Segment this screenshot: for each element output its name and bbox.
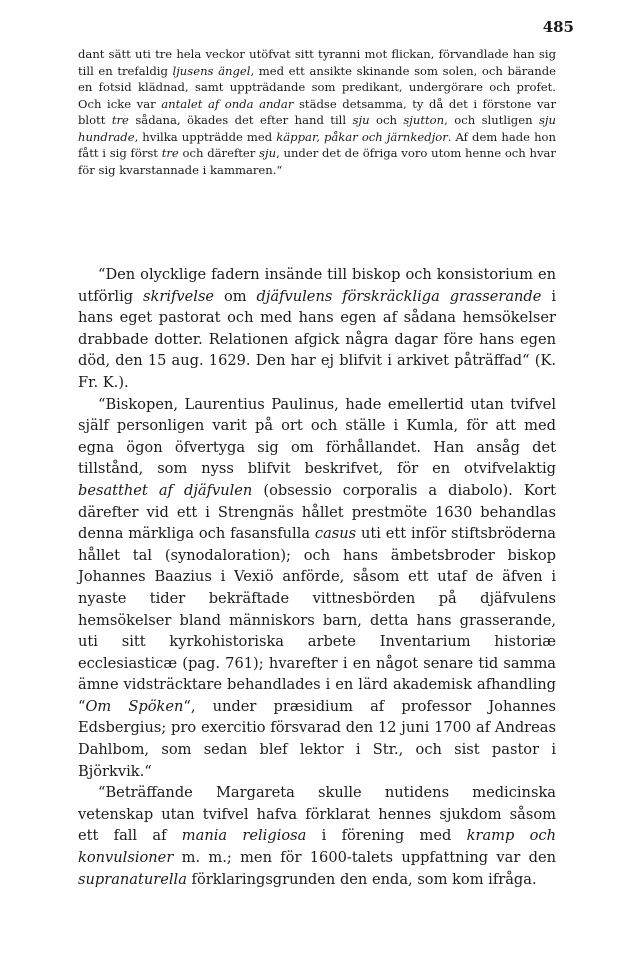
- paragraph-medical-view: “Beträffande Margareta skulle nutidens medicinska vetenskap utan tvifvel hafva förklarat hennes sjukdom såsom ett fall af mania religiosa i förening med kramp och konvulsioner m. m.; men för 1600-talets uppfattning var den supranaturella förklaringsgrunden den enda, som kom ifråga.: [78, 784, 556, 888]
- quoted-passage: [78, 46, 556, 178]
- body-text: [78, 264, 556, 890]
- quoted-paragraph: dant sätt uti tre hela veckor utöfvat sitt tyranni mot flickan, förvandlade han sig till en trefaldig ljusens ängel, med ett ansikte skinande som solen, och bärande en fotsid klädnad, samt uppträdande som predikant, undergörare och profet. Och icke var antalet af onda andar städse detsamma, ty då det i förstone var blott tre sådana, ökades det efter hand till sju och sjutton, och slutligen sju hundrade, hvilka uppträdde med käppar, påkar och järnkedjor. Af dem hade hon fått i sig först tre och därefter sju, under det de öfriga voro utom henne och hvar för sig kvarstannade i kammaren.“: [78, 47, 556, 177]
- paragraph-letter-to-bishop: “Den olycklige fadern insände till biskop och konsistorium en utförlig skrifvelse om djäfvulens förskräckliga grasserande i hans eget pastorat och med hans egen af sådana hemsökelser drabbade dotter. Relationen afgick några dagar före hans egen död, den 15 aug. 1629. Den har ej blifvit i arkivet påträffad“ (K. Fr. K.).: [78, 266, 556, 391]
- paragraph-bishop-visit: “Biskopen, Laurentius Paulinus, hade emellertid utan tvifvel själf personligen varit på ort och ställe i Kumla, för att med egna ögon öfvertyga sig om förhållandet. Han ansåg det tillstånd, som nyss blifvit beskrifvet, för en otvifvelaktig besatthet af djäfvulen (obsessio corporalis a diabolo). Kort därefter vid ett i Strengnäs hållet prestmöte 1630 behandlas denna märkliga och fasansfulla casus uti ett inför stiftsbröderna hållet tal (synodaloration); och hans ämbetsbroder biskop Johannes Baazius i Vexiö anförde, såsom ett utaf de äfven i nyaste tider bekräftade vittnesbörden på djäfvulens hemsökelser bland människors barn, detta hans grasserande, uti sitt kyrkohistoriska arbete Inventarium historiæ ecclesiasticæ (pag. 761); hvarefter i en något senare tid samma ämne vidsträcktare behandlades i en lärd akademisk afhandling “Om Spöken“, under præsidium af professor Johannes Edsbergius; pro exercitio försvarad den 12 juni 1700 af Andreas Dahlbom, som sedan blef lektor i Str., och sist pastor i Björkvik.“: [78, 395, 556, 780]
- page-number: 485: [542, 18, 574, 36]
